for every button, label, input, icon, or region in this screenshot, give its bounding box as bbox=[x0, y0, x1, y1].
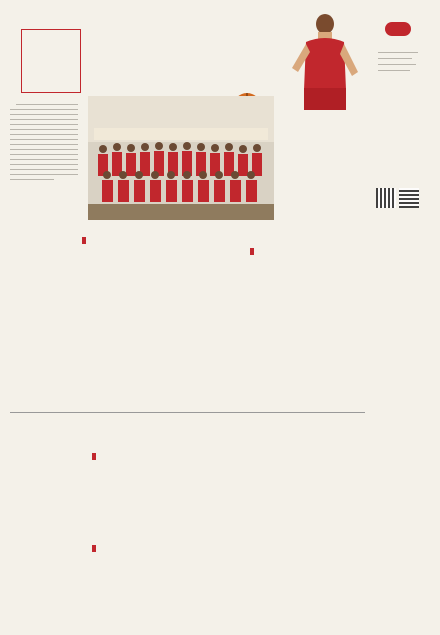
masthead-line bbox=[378, 58, 412, 59]
section-tag-1-box bbox=[82, 237, 86, 244]
masthead-line bbox=[378, 52, 418, 53]
section-tag-2-box bbox=[250, 248, 254, 255]
player-figure bbox=[280, 10, 370, 120]
team-players-graphic bbox=[88, 140, 274, 220]
section-tag-1 bbox=[82, 237, 86, 245]
footer-bar bbox=[378, 615, 436, 627]
second-tag-2-box bbox=[92, 545, 96, 552]
kicker-frame bbox=[21, 29, 81, 93]
qr-code-icon bbox=[399, 188, 419, 208]
second-tag-1 bbox=[92, 453, 96, 461]
photo-banner bbox=[94, 128, 268, 140]
second-headline bbox=[95, 423, 105, 441]
section-tag-2 bbox=[250, 248, 254, 256]
section-divider bbox=[10, 412, 365, 413]
masthead-line bbox=[378, 64, 416, 65]
team-photo bbox=[88, 96, 274, 220]
second-tag-1-box bbox=[92, 453, 96, 460]
masthead-line bbox=[378, 70, 410, 71]
intro-column bbox=[10, 102, 78, 200]
second-tag-2 bbox=[92, 545, 96, 553]
page-number-badge bbox=[385, 22, 411, 36]
qr-code-icon bbox=[376, 188, 396, 208]
